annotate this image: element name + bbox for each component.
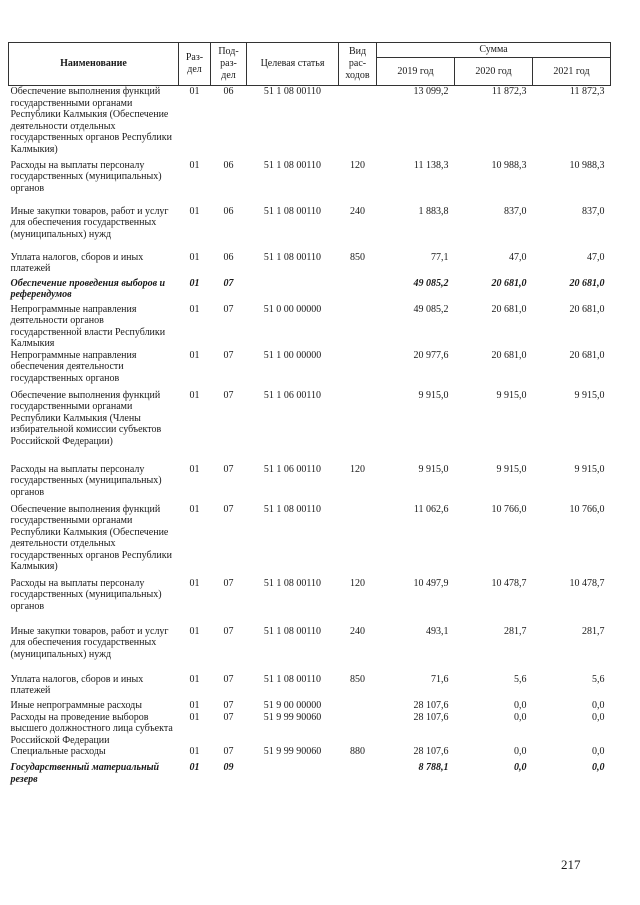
cell-cs: 51 1 08 00110: [263, 86, 322, 97]
cell-s1: 9 915,0: [418, 463, 449, 475]
header-name: Наименование: [9, 43, 179, 86]
cell-name: Обеспечение выполнения функций государственными органами Республики Калмыкия (Обеспечение деятельности отдельных государственных органов Республики Калмыкия): [10, 86, 172, 155]
table-row: [9, 206, 611, 252]
cell-vr: [339, 304, 377, 350]
cell-pr: 07: [223, 711, 234, 723]
cell-name: Обеспечение выполнения функций государственными органами Республики Калмыкия (Обеспечение деятельности отдельных государственных органов Республики Калмыкия): [10, 503, 172, 572]
cell-s2: 9 915,0: [496, 389, 527, 401]
cell-rz: 01: [189, 303, 200, 315]
header-article: Целевая статья: [247, 43, 339, 86]
table-body: [9, 86, 611, 789]
cell-rz: 01: [189, 746, 200, 757]
cell-s1: 8 788,1: [418, 762, 449, 773]
table-row: [9, 86, 611, 160]
cell-pr: 07: [223, 577, 234, 589]
cell-cs: 51 9 99 90060: [263, 746, 322, 757]
cell-vr: [339, 712, 377, 747]
cell-s3: 837,0: [582, 205, 605, 217]
cell-s1: 28 107,6: [413, 711, 449, 723]
cell-vr: 120: [350, 159, 365, 171]
cell-pr: 07: [223, 503, 234, 515]
cell-s1: 28 107,6: [413, 746, 449, 757]
cell-name: Расходы на проведение выборов высшего должностного лица субъекта Российской Федерации: [10, 711, 173, 746]
table-row: [9, 278, 611, 304]
cell-rz: 01: [189, 86, 200, 97]
cell-s3: 10 766,0: [569, 503, 605, 515]
cell-name: Расходы на выплаты персоналу государственных (муниципальных) органов: [10, 159, 162, 194]
cell-cs: 51 1 08 00110: [263, 503, 322, 515]
cell-rz: 01: [189, 389, 200, 401]
cell-pr: 07: [223, 673, 234, 685]
cell-rz: 01: [189, 463, 200, 475]
cell-s1: 11 062,6: [413, 503, 449, 515]
cell-rz: 01: [189, 762, 200, 773]
cell-name: Иные закупки товаров, работ и услуг для обеспечения государственных (муниципальных) нужд: [10, 625, 169, 660]
table-row: [9, 700, 611, 712]
header-razdel: Раз- дел: [179, 43, 211, 86]
cell-vr: [339, 278, 377, 304]
cell-pr: 07: [223, 746, 234, 757]
table-row: [9, 464, 611, 504]
cell-name: Специальные расходы: [10, 746, 106, 757]
table-row: [9, 350, 611, 390]
table-row: [9, 504, 611, 578]
cell-s2: 837,0: [504, 205, 527, 217]
cell-vr: [339, 350, 377, 390]
cell-s3: 0,0: [592, 762, 605, 773]
cell-s3: 0,0: [592, 746, 605, 757]
table-row: [9, 252, 611, 278]
cell-s2: 0,0: [514, 762, 527, 773]
cell-cs: 51 9 99 90060: [263, 711, 322, 723]
cell-vr: [339, 700, 377, 712]
cell-s2: 47,0: [509, 251, 527, 263]
cell-s2: 0,0: [514, 699, 527, 711]
cell-s2: 20 681,0: [491, 349, 527, 361]
cell-vr: [339, 390, 377, 464]
cell-s3: 47,0: [587, 251, 605, 263]
cell-vr: [339, 86, 377, 160]
cell-cs: 51 1 06 00110: [263, 389, 322, 401]
cell-cs: 51 0 00 00000: [263, 303, 322, 315]
cell-pr: 07: [223, 389, 234, 401]
cell-rz: 01: [189, 711, 200, 723]
cell-s1: 11 138,3: [413, 159, 449, 171]
cell-s2: 20 681,0: [491, 303, 527, 315]
table-row: [9, 304, 611, 350]
cell-cs: 51 1 08 00110: [263, 251, 322, 263]
cell-pr: 09: [223, 762, 234, 773]
cell-s3: 10 478,7: [569, 577, 605, 589]
table-row: [9, 390, 611, 464]
cell-cs: 51 1 00 00000: [263, 349, 322, 361]
cell-pr: 07: [223, 303, 234, 315]
cell-name: Расходы на выплаты персоналу государственных (муниципальных) органов: [10, 577, 162, 612]
cell-s1: 49 085,2: [413, 303, 449, 315]
cell-pr: 07: [223, 463, 234, 475]
header-2020: 2020 год: [455, 58, 533, 86]
cell-name: Непрограммные направления деятельности органов государственной власти Республики Калмыкия: [10, 303, 166, 349]
cell-cs: [247, 762, 339, 788]
cell-name: Непрограммные направления обеспечения деятельности государственных органов: [10, 349, 137, 384]
cell-cs: 51 1 08 00110: [263, 159, 322, 171]
table-row: [9, 160, 611, 206]
cell-s3: 0,0: [592, 711, 605, 723]
cell-cs: 51 1 08 00110: [263, 205, 322, 217]
header-podrazdel: Под- раз- дел: [211, 43, 247, 86]
cell-s1: 77,1: [431, 251, 449, 263]
cell-cs: 51 1 06 00110: [263, 463, 322, 475]
cell-s2: 11 872,3: [491, 86, 527, 97]
cell-name: Государственный материальный резерв: [10, 762, 160, 785]
cell-rz: 01: [189, 625, 200, 637]
cell-s1: 10 497,9: [413, 577, 449, 589]
cell-s1: 13 099,2: [413, 86, 449, 97]
cell-s2: 10 478,7: [491, 577, 527, 589]
header-2019: 2019 год: [377, 58, 455, 86]
cell-rz: 01: [189, 277, 200, 289]
cell-name: Обеспечение выполнения функций государственными органами Республики Калмыкия (Члены избирательной комиссии субъектов Российской Федерации): [10, 389, 162, 447]
cell-s3: 20 681,0: [569, 349, 605, 361]
cell-name: Расходы на выплаты персоналу государственных (муниципальных) органов: [10, 463, 162, 498]
cell-s1: 493,1: [426, 625, 449, 637]
cell-name: Обеспечение проведения выборов и референдумов: [10, 277, 166, 300]
cell-pr: 07: [223, 277, 234, 289]
cell-s3: 20 681,0: [569, 277, 605, 289]
cell-pr: 06: [223, 86, 234, 97]
cell-pr: 07: [223, 349, 234, 361]
cell-s1: 1 883,8: [418, 205, 449, 217]
cell-vr: [339, 762, 377, 788]
cell-pr: 06: [223, 205, 234, 217]
cell-rz: 01: [189, 251, 200, 263]
cell-s3: 5,6: [592, 673, 605, 685]
cell-s2: 5,6: [514, 673, 527, 685]
cell-s3: 281,7: [582, 625, 605, 637]
cell-s3: 11 872,3: [569, 86, 605, 97]
cell-s2: 10 766,0: [491, 503, 527, 515]
page-number: 217: [561, 857, 581, 872]
table-row: [9, 674, 611, 700]
cell-vr: 120: [350, 463, 365, 475]
table-row: [9, 746, 611, 762]
cell-name: Уплата налогов, сборов и иных платежей: [10, 251, 144, 274]
cell-pr: 07: [223, 625, 234, 637]
cell-s2: 10 988,3: [491, 159, 527, 171]
cell-s1: 20 977,6: [413, 349, 449, 361]
cell-pr: 07: [223, 699, 234, 711]
cell-s3: 20 681,0: [569, 303, 605, 315]
table-row: [9, 762, 611, 788]
cell-cs: 51 1 08 00110: [263, 673, 322, 685]
cell-s1: 9 915,0: [418, 389, 449, 401]
cell-vr: [339, 504, 377, 578]
cell-cs: 51 1 08 00110: [263, 577, 322, 589]
header-2021: 2021 год: [533, 58, 611, 86]
table-row: [9, 712, 611, 747]
cell-rz: 01: [189, 503, 200, 515]
budget-table: [8, 42, 611, 788]
cell-s1: 71,6: [431, 673, 449, 685]
cell-rz: 01: [189, 699, 200, 711]
cell-s2: 9 915,0: [496, 463, 527, 475]
cell-s1: 49 085,2: [413, 277, 449, 289]
cell-s1: 28 107,6: [413, 699, 449, 711]
cell-name: Иные непрограммные расходы: [10, 699, 142, 711]
header-sum: Сумма: [377, 43, 611, 58]
cell-s3: 10 988,3: [569, 159, 605, 171]
cell-cs: [247, 278, 339, 304]
cell-s3: 9 915,0: [574, 389, 605, 401]
cell-s2: 0,0: [514, 711, 527, 723]
cell-pr: 06: [223, 251, 234, 263]
table-header: [9, 43, 611, 86]
cell-s3: 9 915,0: [574, 463, 605, 475]
cell-vr: 120: [350, 577, 365, 589]
cell-rz: 01: [189, 577, 200, 589]
header-vid: Вид рас- ходов: [339, 43, 377, 86]
cell-rz: 01: [189, 673, 200, 685]
cell-vr: 850: [350, 673, 365, 685]
cell-pr: 06: [223, 159, 234, 171]
cell-rz: 01: [189, 205, 200, 217]
cell-cs: 51 9 00 00000: [263, 699, 322, 711]
cell-cs: 51 1 08 00110: [263, 625, 322, 637]
cell-vr: 240: [350, 625, 365, 637]
cell-s3: 0,0: [592, 699, 605, 711]
cell-s2: 20 681,0: [491, 277, 527, 289]
cell-s2: 281,7: [504, 625, 527, 637]
cell-rz: 01: [189, 349, 200, 361]
cell-vr: 880: [350, 746, 365, 757]
cell-s2: 0,0: [514, 746, 527, 757]
cell-vr: 240: [350, 205, 365, 217]
cell-rz: 01: [189, 159, 200, 171]
table-row: [9, 578, 611, 626]
cell-name: Уплата налогов, сборов и иных платежей: [10, 673, 144, 696]
table-row: [9, 626, 611, 674]
cell-vr: 850: [350, 251, 365, 263]
cell-name: Иные закупки товаров, работ и услуг для обеспечения государственных (муниципальных) нужд: [10, 205, 169, 240]
